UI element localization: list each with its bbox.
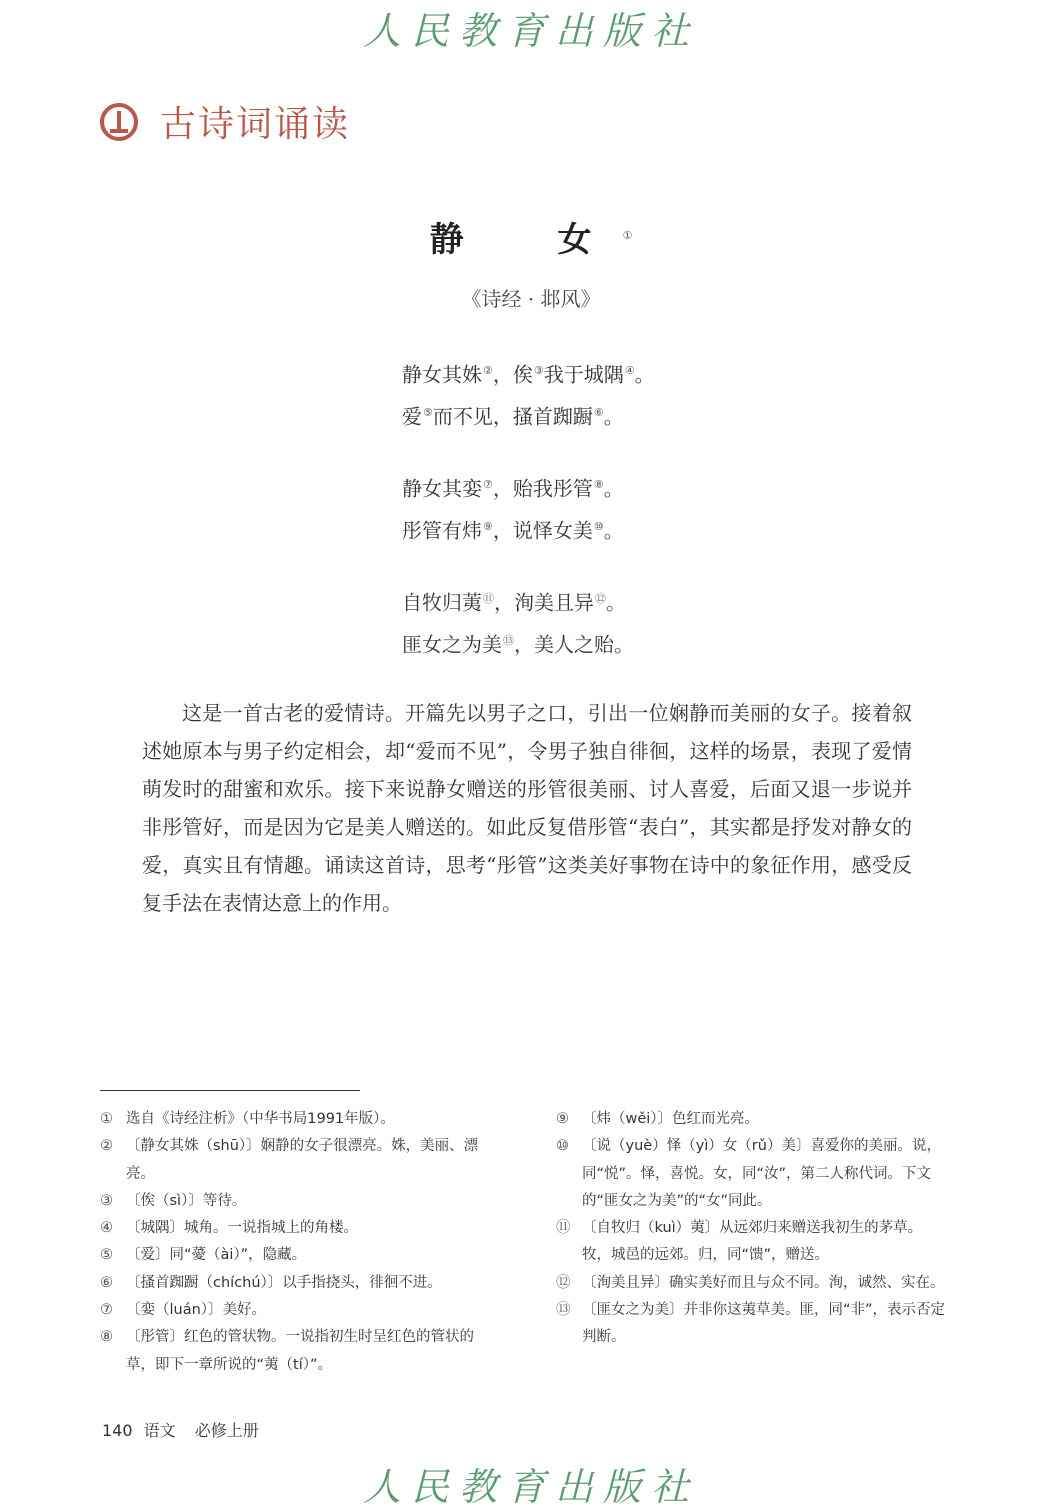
footnote-item bbox=[100, 1215, 500, 1242]
poem-title-text: 静 女 bbox=[429, 220, 622, 260]
poem-text: ，俟 bbox=[492, 362, 533, 387]
poem-stanza-3 bbox=[402, 580, 634, 663]
poem-title bbox=[0, 212, 1062, 261]
section-title: 古诗词诵读 bbox=[160, 104, 351, 145]
footnote-divider bbox=[100, 1090, 360, 1091]
footnotes-left-column bbox=[100, 1106, 500, 1379]
footnote-marker: ⑪ bbox=[483, 592, 494, 605]
footnote-text: 〔洵美且异〕确实美好而且与众不同。洵，诚然、实在。 bbox=[582, 1274, 945, 1291]
poem-text: ，说怿女美 bbox=[492, 518, 593, 543]
poem-stanza-2 bbox=[402, 466, 624, 549]
footnote-item bbox=[100, 1270, 500, 1297]
poem-text: 而不见，搔首踟蹰 bbox=[432, 404, 593, 429]
footnote-text: 〔静女其姝（shū）〕娴静的女子很漂亮。姝，美丽、漂亮。 bbox=[126, 1138, 479, 1182]
footnote-text: 〔自牧归（kuì）荑〕从远郊归来赠送我初生的茅草。牧，城邑的远郊。归，同“馈”，赠送。 bbox=[582, 1220, 923, 1264]
publisher-watermark-top: 人民教育出版社 bbox=[362, 9, 699, 53]
poem-title-footnote-marker: ① bbox=[622, 228, 633, 242]
poem-text: ，美人之贻。 bbox=[514, 632, 634, 657]
footnote-text: 〔城隅〕城角。一说指城上的角楼。 bbox=[126, 1220, 358, 1237]
footnote-item bbox=[556, 1215, 948, 1270]
section-header bbox=[100, 96, 350, 147]
poem-text: 爱 bbox=[402, 404, 422, 429]
footnote-marker: ⑤ bbox=[423, 405, 433, 419]
poem-text: 自牧归荑 bbox=[402, 590, 482, 615]
footnote-text: 〔说（yuè）怿（yì）女（rǔ）美〕喜爱你的美丽。说，同“悦”。怿，喜悦。女，同“汝”，第二人称代词。下文的“匪女之为美”的“女”同此。 bbox=[582, 1138, 941, 1209]
footnote-number: ⑦ bbox=[100, 1302, 113, 1319]
footnote-item bbox=[100, 1242, 500, 1269]
poem-line bbox=[402, 466, 624, 508]
poem-text: 我于城隅 bbox=[543, 362, 624, 387]
commentary-paragraph: 这是一首古老的爱情诗。开篇先以男子之口，引出一位娴静而美丽的女子。接着叙述她原本与男子约定相会，却“爱而不见”，令男子独自徘徊，这样的场景，表现了爱情萌发时的甜蜜和欢乐。接下来说静女赠送的彤管很美丽、讨人喜爱，后面又退一步说并非彤管好，而是因为它是美人赠送的。如此反复借彤管“表白”，其实都是抒发对静女的爱，真实且有情趣。诵读这首诗，思考“彤管”这类美好事物在诗中的象征作用，感受反复手法在表情达意上的作用。 bbox=[142, 701, 912, 915]
footnote-marker: ② bbox=[483, 364, 493, 377]
footnote-text: 〔匪女之为美〕并非你这荑草美。匪，同“非”，表示否定判断。 bbox=[582, 1302, 946, 1346]
footnote-text: 〔爱〕同“薆（ài）”，隐藏。 bbox=[126, 1247, 307, 1264]
poem-text: 。 bbox=[606, 590, 626, 615]
footnote-number: ⑩ bbox=[556, 1138, 569, 1155]
poem-line bbox=[402, 580, 634, 622]
footnote-text: 〔彤管〕红色的管状物。一说指初生时呈红色的管状的草，即下一章所说的“荑（tí）”。 bbox=[126, 1329, 474, 1373]
footnote-number: ⑧ bbox=[100, 1329, 113, 1346]
poem-source: 《诗经 · 邶风》 bbox=[461, 287, 601, 311]
poem-text: 匪女之为美 bbox=[402, 632, 502, 657]
footnote-number: ⑫ bbox=[556, 1274, 571, 1291]
footnote-item bbox=[556, 1133, 948, 1215]
poem-text: 。 bbox=[634, 362, 655, 387]
poem-text: 静女其姝 bbox=[402, 362, 482, 387]
poem-text: 。 bbox=[603, 404, 624, 429]
footnote-item bbox=[100, 1324, 500, 1379]
footnotes-right-column bbox=[556, 1106, 948, 1352]
footnote-number: ⑥ bbox=[100, 1274, 113, 1291]
footnote-item bbox=[556, 1297, 948, 1352]
footnote-marker: ⑬ bbox=[503, 633, 514, 647]
footnote-marker: ⑦ bbox=[483, 478, 493, 491]
footnote-marker: ⑧ bbox=[593, 478, 604, 491]
footnote-number: ⑬ bbox=[556, 1302, 571, 1319]
poem-line bbox=[402, 352, 655, 394]
footnote-number: ⑤ bbox=[100, 1247, 113, 1264]
footnote-item bbox=[556, 1106, 948, 1133]
footnote-marker: ⑩ bbox=[593, 519, 604, 533]
page-number: 140 bbox=[102, 1421, 133, 1440]
footnote-text: 〔炜（wěi）〕色红而光亮。 bbox=[582, 1111, 760, 1127]
footnote-number: ⑨ bbox=[556, 1111, 569, 1127]
poem-line bbox=[402, 508, 624, 550]
book-subject: 语文 bbox=[143, 1421, 176, 1440]
poem-text: 。 bbox=[603, 518, 624, 543]
footnote-number: ⑪ bbox=[556, 1220, 571, 1237]
footnote-marker: ⑫ bbox=[595, 592, 606, 605]
footnote-item bbox=[100, 1133, 500, 1188]
book-volume: 必修上册 bbox=[194, 1421, 259, 1440]
poem-line bbox=[402, 394, 655, 436]
footnote-item bbox=[556, 1270, 948, 1297]
footnote-number: ② bbox=[100, 1138, 113, 1155]
poem-text: 静女其娈 bbox=[402, 476, 482, 501]
footnote-text: 〔娈（luán）〕美好。 bbox=[126, 1302, 267, 1319]
footnote-marker: ③ bbox=[533, 364, 544, 377]
footnote-item bbox=[100, 1297, 500, 1324]
poem-text: ，贻我彤管 bbox=[492, 476, 593, 501]
footnote-marker: ⑥ bbox=[593, 405, 604, 419]
footnote-text: 选自《诗经注析》（中华书局1991年版）。 bbox=[126, 1111, 395, 1127]
footnote-number: ④ bbox=[100, 1220, 113, 1237]
publisher-watermark-bottom: 人民教育出版社 bbox=[362, 1465, 699, 1509]
poem-stanza-1 bbox=[402, 352, 655, 435]
footnote-item bbox=[100, 1106, 500, 1133]
poem-text: 。 bbox=[603, 476, 624, 501]
footnote-marker: ④ bbox=[624, 364, 635, 377]
footnote-text: 〔俟（sì）〕等待。 bbox=[126, 1192, 247, 1209]
footnote-number: ① bbox=[100, 1111, 113, 1127]
footnote-item bbox=[100, 1188, 500, 1215]
footnote-text: 〔搔首踟蹰（chíchú）〕以手指挠头，徘徊不进。 bbox=[126, 1274, 442, 1291]
poem-text: 彤管有炜 bbox=[402, 518, 482, 543]
poem-line bbox=[402, 622, 634, 664]
section-badge-icon bbox=[100, 103, 138, 141]
footnote-number: ③ bbox=[100, 1192, 113, 1209]
poem-text: ，洵美且异 bbox=[494, 590, 594, 615]
footnote-marker: ⑨ bbox=[483, 519, 493, 533]
page-footer bbox=[102, 1418, 259, 1441]
